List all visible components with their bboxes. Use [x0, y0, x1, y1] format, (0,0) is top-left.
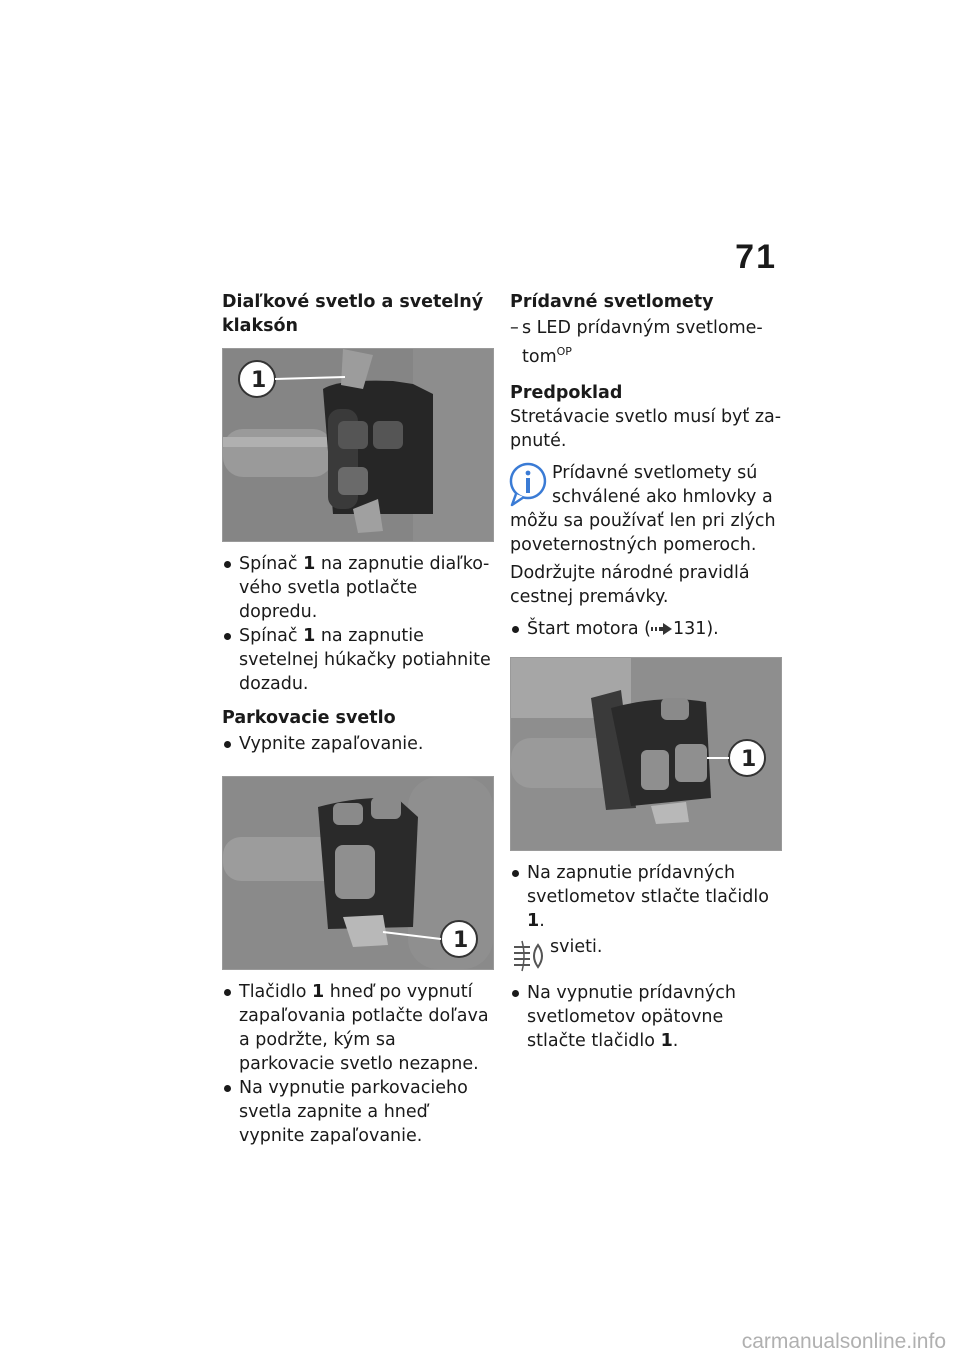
- list-item: Vypnite zapaľovanie.: [222, 732, 494, 756]
- list-item: Spínač 1 na zapnutie diaľkového svetla potlačte dopredu.: [222, 552, 494, 624]
- option-note: – s LED prídavným svetlometom$^{OP}$: [510, 316, 782, 369]
- handlebar-left-illustration: [223, 349, 493, 541]
- handlebar-left-illustration: [511, 658, 781, 850]
- list-item: Na vypnutie prídavných svetlometov opätovne stlačte tlačidlo 1.: [510, 981, 782, 1053]
- heading-auxiliary-lights: Prídavné svetlomety: [510, 292, 714, 312]
- list-item: Tlačidlo 1 hneď po vypnutí zapaľovania potlačte doľava a podržte, kým sa parkovacie svetlo nezapne.: [222, 980, 494, 1076]
- info-note: Prídavné svetlomety sú schválené ako hmlovky a môžu sa používať len pri zlých poveternostných pomeroch.: [510, 463, 776, 555]
- info-icon: [508, 461, 548, 507]
- bullet-list-aux-off: [510, 981, 782, 1053]
- heading-precondition: Predpoklad: [510, 383, 623, 403]
- list-item: Štart motora ( 131).: [510, 617, 782, 641]
- bullet-list-aux-on: [510, 861, 782, 933]
- page-number: 71: [735, 238, 777, 276]
- page-reference-arrow-icon: [651, 623, 673, 635]
- precondition-text: Stretávacie svetlo musí byť zapnuté.: [510, 407, 782, 451]
- bullet-list-start: [510, 617, 782, 641]
- figure-callout: 1: [453, 928, 469, 953]
- bullet-list-high-beam: [222, 552, 494, 696]
- indicator-note: [510, 935, 782, 971]
- figure-auxiliary-light-button: [510, 657, 782, 851]
- indicator-text: svieti.: [550, 937, 603, 957]
- list-item: Na vypnutie parkovacieho svetla zapnite a hneď vypnite zapaľovanie.: [222, 1076, 494, 1148]
- watermark-footer: carmanualsonline.info: [741, 1330, 946, 1353]
- bullet-list-parking: [222, 980, 494, 1148]
- heading-high-beam: Diaľkové svetlo a svetelný klaksón: [222, 292, 484, 336]
- heading-parking-light: Parkovacie svetlo: [222, 708, 396, 728]
- figure-parking-light-button: [222, 776, 494, 970]
- handlebar-left-illustration: [223, 777, 493, 969]
- auxiliary-light-indicator-icon: [510, 937, 550, 975]
- bullet-list-parking-pre: [222, 732, 494, 756]
- left-column: [222, 290, 494, 1148]
- figure-callout: 1: [251, 368, 267, 393]
- right-column: [510, 290, 782, 1053]
- figure-high-beam-switch: [222, 348, 494, 542]
- note-text-rules: Dodržujte národné pravidlá cestnej premávky.: [510, 563, 750, 607]
- figure-callout: 1: [741, 747, 757, 772]
- list-item: Spínač 1 na zapnutie svetelnej húkačky potiahnite dozadu.: [222, 624, 494, 696]
- list-item: Na zapnutie prídavných svetlometov stlačte tlačidlo 1.: [510, 861, 782, 933]
